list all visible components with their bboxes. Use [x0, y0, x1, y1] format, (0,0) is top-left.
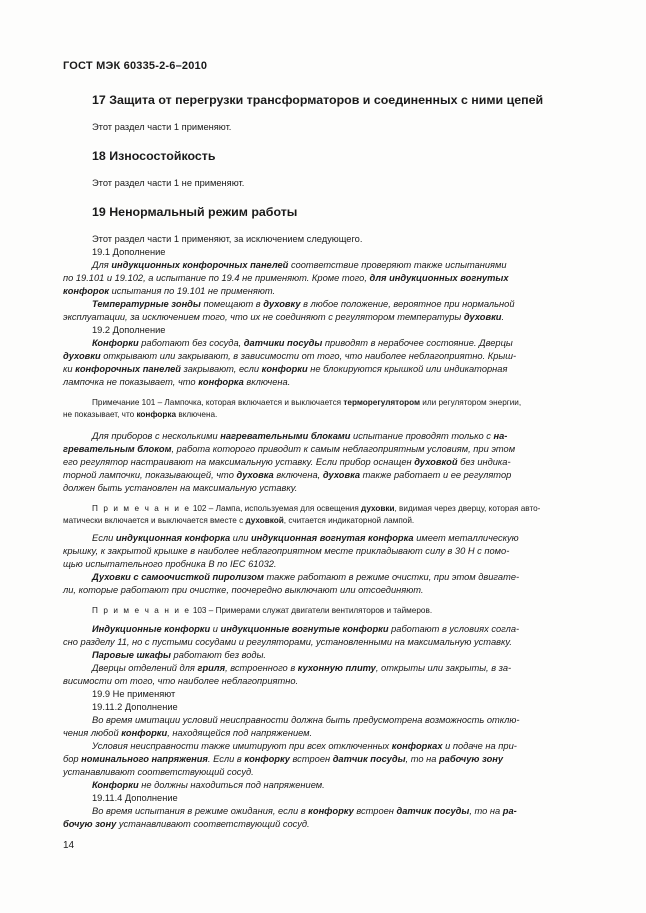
paragraph-line: торной лампочки, показывающей, что духовка включена, духовка также работает и ее регулятор [63, 470, 512, 480]
paragraph-line: Духовки с самоочисткой пиролизом также работают в режиме очистки, при этом двигате- [92, 572, 520, 582]
section-18-text: Этот раздел части 1 не применяют. [92, 178, 245, 188]
paragraph-line: крышку, к закрытой крышке в наиболее неблагоприятном месте прикладывают силу в 30 Н с помо- [63, 546, 510, 556]
paragraph-line: Паровые шкафы работают без воды. [92, 650, 266, 660]
paragraph-line: Во время имитации условий неисправности должна быть предусмотрена возможность отклю- [92, 715, 520, 725]
section-19-intro: Этот раздел части 1 применяют, за исключением следующего. [92, 234, 363, 244]
clause-19-9: 19.9 Не применяют [92, 689, 176, 699]
paragraph-line: ли, которые работают при очистке, поочередно выключают или отсоединяют. [63, 585, 424, 595]
section-18-title: 18 Износостойкость [92, 149, 216, 163]
paragraph-line: эксплуатации, за исключением того, что их не соединяют с регулятором температуры духовки. [63, 312, 505, 322]
paragraph-line: щью испытательного пробника В по IEC 61032. [63, 559, 277, 569]
paragraph-line: Конфорки не должны находиться под напряжением. [92, 780, 325, 790]
clause-19-2: 19.2 Дополнение [92, 325, 166, 335]
note-102: П р и м е ч а н и е 102 – Лампа, используемая для освещения духовки, видимая через дверцу, которая авто- [92, 504, 541, 513]
paragraph-line: гревательным блоком, работа которого приводит к самым неблагоприятным условиям, при этом [63, 444, 516, 454]
paragraph-line: бор номинального напряжения. Если в конфорку встроен датчик посуды, то на рабочую зону [63, 754, 504, 764]
paragraph-line: Индукционные конфорки и индукционные вогнутые конфорки работают в условиях согла- [92, 624, 520, 634]
paragraph-line: Для приборов с несколькими нагревательными блоками испытание проводят только с на- [92, 431, 508, 441]
paragraph-line: лампочка не показывает, что конфорка включена. [63, 377, 291, 387]
paragraph-line: Конфорки работают без сосуда, датчики посуды приводят в нерабочее состояние. Дверцы [92, 338, 513, 348]
paragraph-line: Дверцы отделений для гриля, встроенного в кухонную плиту, открыты или закрыты, в за- [92, 663, 512, 673]
paragraph-line: Температурные зонды помещают в духовку в любое положение, вероятное при нормальной [92, 299, 515, 309]
paragraph-line: духовки открывают или закрывают, в зависимости от того, что наиболее неблагоприятно. Крыш- [63, 351, 517, 361]
page-number: 14 [63, 840, 75, 851]
section-17-title: 17 Защита от перегрузки трансформаторов и соединенных с ними цепей [92, 93, 544, 107]
paragraph-line: его регулятор настраивают на максимальную уставку. Если прибор оснащен духовкой без индика- [63, 457, 511, 467]
clause-19-11-2: 19.11.2 Дополнение [92, 702, 178, 712]
note-103: П р и м е ч а н и е 103 – Примерами служат двигатели вентиляторов и таймеров. [92, 606, 433, 615]
note-102-line: матически включается и выключается вместе с духовкой, считается индикаторной лампой. [63, 516, 415, 525]
clause-19-1: 19.1 Дополнение [92, 247, 166, 257]
paragraph-line: устанавливают соответствующий сосуд. [63, 767, 254, 777]
paragraph-line: конфорок испытания по 19.101 не применяют. [63, 286, 276, 296]
paragraph-line: по 19.101 и 19.102, а испытание по 19.4 не применяют. Кроме того, для индукционных вогнутых [63, 273, 509, 283]
paragraph-line: чения любой конфорки, находящейся под напряжением. [63, 728, 313, 738]
paragraph-line: Во время испытания в режиме ожидания, если в конфорку встроен датчик посуды, то на ра- [92, 806, 517, 816]
paragraph-line: висимости от того, что наиболее неблагоприятно. [63, 676, 299, 686]
paragraph-line: бочую зону устанавливают соответствующий сосуд. [63, 819, 310, 829]
note-101: Примечание 101 – Лампочка, которая включается и выключается терморегулятором или регулятором энергии, [92, 398, 522, 407]
note-101-line: не показывает, что конфорка включена. [63, 410, 218, 419]
paragraph-line: Для индукционных конфорочных панелей соответствие проверяют также испытаниями [92, 260, 507, 270]
section-17-text: Этот раздел части 1 применяют. [92, 122, 232, 132]
section-19-title: 19 Ненормальный режим работы [92, 205, 298, 219]
paragraph-line: сно разделу 11, но с пустыми сосудами и регуляторами, установленными на максимальную уставку. [63, 637, 512, 647]
paragraph-line: должен быть установлен на максимальную уставку. [63, 483, 298, 493]
paragraph-line: ки конфорочных панелей закрывают, если конфорки не блокируются крышкой или индикаторная [63, 364, 508, 374]
clause-19-11-4: 19.11.4 Дополнение [92, 793, 178, 803]
paragraph-line: Условия неисправности также имитируют при всех отключенных конфорках и подаче на при- [92, 741, 517, 751]
paragraph-line: Если индукционная конфорка или индукционная вогнутая конфорка имеет металлическую [92, 533, 519, 543]
standard-header: ГОСТ МЭК 60335-2-6–2010 [63, 60, 208, 72]
